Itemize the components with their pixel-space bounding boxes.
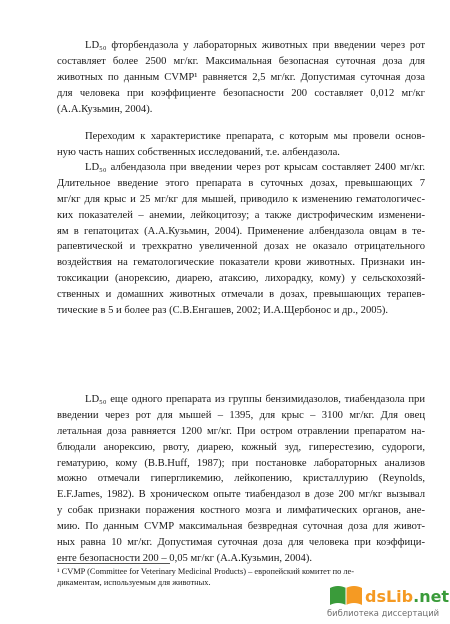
text-line: можно отмечали гипергликемию, лейкопению, кристаллурию (Reynolds, (57, 473, 425, 485)
paragraph-thiabendazole (57, 392, 425, 567)
text-line: LD₅₀ албендазола при введении через рот крысам составляет 2400 мг/кг. (85, 162, 425, 173)
text-line: гематурию, кому (B.B.Huff, 1987); при постановке лабораторных анализов (57, 457, 425, 469)
text-line: блюдали анорексию, рвоту, диарею, кожный зуд, гиперестезию, судороги, (57, 441, 425, 453)
text-line: E.F.James, 1982). В хроническом опыте тиабендазол в дозе 200 мг/кг вызывал (57, 489, 425, 501)
text-line: (А.А.Кузьмин, 2004). (57, 103, 153, 115)
text-line: ких показателей – анемии, лейкоцитозу; а также дистрофическим изменени- (57, 209, 425, 221)
text-line: животных по данным CVMP¹ равняется 2,5 мг/кг. Допустимая суточная доза (57, 71, 425, 83)
footnote-separator (57, 563, 170, 564)
text-line: Длительное введение этого препарата в суточных дозах, превышающих 7 (57, 177, 425, 189)
footnote-line: ¹ CVMP (Committee for Veterinary Medicinal Products) – европейский комитет по ле- (57, 567, 355, 576)
paragraph-transition (57, 129, 425, 161)
dslib-logo (327, 580, 450, 608)
text-line: летальная доза равняется 1200 мг/кг. При остром отравлении препаратом на- (57, 425, 425, 437)
text-line: рапевтической и трехкратно увеличенной дозах не оказало отрицательного (57, 241, 425, 253)
text-line: ям в гепатоцитах (А.А.Кузьмин, 2004). Применение албендазола овцам в те- (57, 225, 425, 237)
text-line: токсикации (анорексию, диарею, атаксию, лихорадку, кому) у сельскохозяй- (57, 273, 425, 285)
text-line: введении через рот для мышей – 1395, для крыс – 3100 мг/кг. Для овец (57, 409, 425, 421)
text-line: составляет более 2500 мг/кг. Максимальная безопасная суточная доза для (57, 55, 425, 67)
text-line: воздействия на гематологические показатели крови животных. Признаки ин- (57, 257, 425, 269)
text-line: мг/кг для крыс и 25 мг/кг для мышей, приводило к изменению гематологичес- (57, 193, 425, 205)
text-line: LD₅₀ еще одного препарата из группы бензимидазолов, тиабендазола при (85, 394, 425, 405)
text-line: у собак признаки поражения костного мозга и лимфатических органов, ане- (57, 505, 425, 517)
paragraph-fluorbendazole (57, 38, 425, 117)
dslib-logo-text: dsLib.net (365, 587, 450, 606)
text-line: енте безопасности 200 – 0,05 мг/кг (А.А.Кузьмин, 2004). (57, 552, 313, 564)
dslib-subtitle: библиотека диссертаций (327, 608, 440, 618)
text-line: Переходим к характеристике препарата, с которым мы провели основ- (85, 131, 425, 142)
paragraph-albendazole (57, 160, 425, 319)
text-line: ную часть наших собственных исследований, т.е. албендазола. (57, 146, 340, 158)
text-line: LD₅₀ фторбендазола у лабораторных животных при введении через рот (85, 40, 425, 51)
text-line: тические в 5 и более раз (С.В.Енгашев, 2002; И.А.Щербонос и др., 2005). (57, 305, 389, 317)
text-line: ственных и домашних животных отмечали в дозах, превышающих терапев- (57, 289, 425, 301)
book-icon (330, 586, 362, 605)
footnote-line: дикаментам, используемым для животных. (57, 578, 211, 588)
text-line: ных равна 10 мг/кг. Допустимая суточная доза для человека при коэффици- (57, 537, 425, 549)
text-line: мию. По данным CVMP максимальная безвредная суточная доза для живот- (57, 521, 425, 533)
dslib-watermark[interactable] (327, 580, 450, 620)
text-line: для человека при коэффициенте безопасности 200 составляет 0,012 мг/кг (57, 87, 425, 99)
